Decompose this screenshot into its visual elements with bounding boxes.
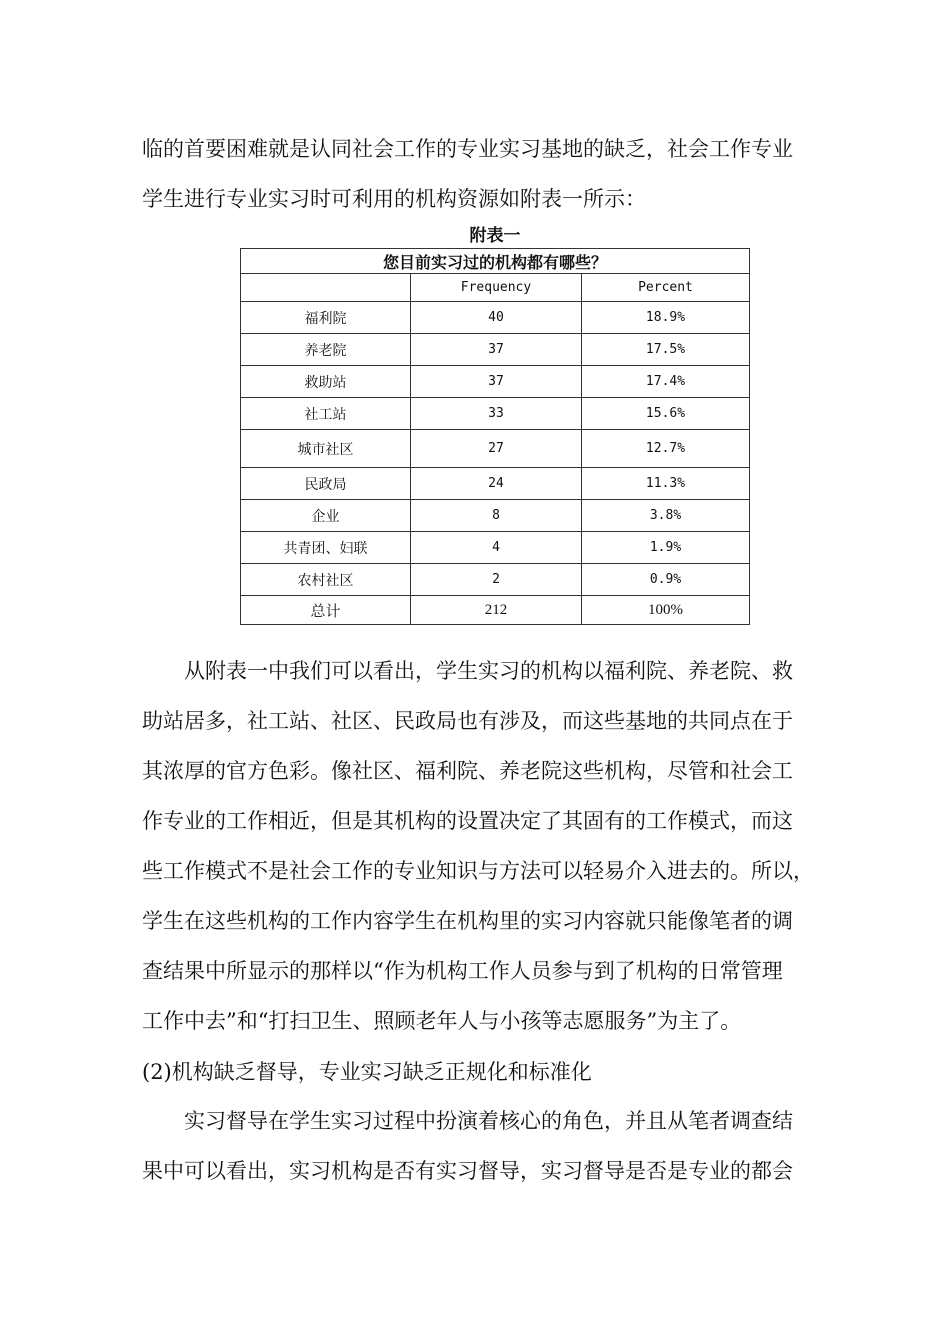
percent-cell: 12.7% [582, 430, 750, 468]
text-line: 实习督导在学生实习过程中扮演着核心的角色，并且从笔者调查结 [184, 1109, 793, 1133]
institution-table [240, 248, 750, 625]
percent-cell: 17.5% [582, 334, 750, 366]
institution-name: 福利院 [241, 302, 411, 334]
column-header-frequency: Frequency [411, 274, 582, 302]
institution-name: 农村社区 [241, 564, 411, 596]
frequency-cell: 40 [411, 302, 582, 334]
table-row [241, 302, 750, 334]
institution-name: 共青团、妇联 [241, 532, 411, 564]
text-line: 些工作模式不是社会工作的专业知识与方法可以轻易介入进去的。所以， [142, 859, 814, 883]
table-header-row [241, 274, 750, 302]
total-percent: 100% [582, 596, 750, 625]
text-line: 从附表一中我们可以看出，学生实习的机构以福利院、养老院、救 [184, 659, 793, 683]
percent-cell: 15.6% [582, 398, 750, 430]
total-frequency: 212 [411, 596, 582, 625]
total-label: 总计 [241, 596, 411, 625]
frequency-cell: 24 [411, 468, 582, 500]
percent-cell: 18.9% [582, 302, 750, 334]
text-line: 助站居多，社工站、社区、民政局也有涉及，而这些基地的共同点在于 [142, 709, 793, 733]
table-total-row [241, 596, 750, 625]
institution-name: 企业 [241, 500, 411, 532]
percent-cell: 11.3% [582, 468, 750, 500]
text-line: 工作中去”和“打扫卫生、照顾老年人与小孩等志愿服务”为主了。 [142, 1009, 742, 1033]
institution-name: 救助站 [241, 366, 411, 398]
table-row [241, 500, 750, 532]
table-row [241, 398, 750, 430]
table-row [241, 334, 750, 366]
text-line: 查结果中所显示的那样以“作为机构工作人员参与到了机构的日常管理 [142, 959, 783, 983]
frequency-cell: 8 [411, 500, 582, 532]
percent-cell: 17.4% [582, 366, 750, 398]
text-line: 学生进行专业实习时可利用的机构资源如附表一所示： [142, 187, 646, 211]
table-row [241, 532, 750, 564]
percent-cell: 1.9% [582, 532, 750, 564]
section-heading [142, 1047, 857, 1097]
table-caption: 附表一 [469, 226, 521, 246]
frequency-cell: 4 [411, 532, 582, 564]
frequency-cell: 2 [411, 564, 582, 596]
table-row [241, 564, 750, 596]
frequency-cell: 33 [411, 398, 582, 430]
institution-name: 养老院 [241, 334, 411, 366]
text-line: 临的首要困难就是认同社会工作的专业实习基地的缺乏，社会工作专业 [142, 137, 793, 161]
text-line: 其浓厚的官方色彩。像社区、福利院、养老院这些机构，尽管和社会工 [142, 759, 793, 783]
institution-name: 城市社区 [241, 430, 411, 468]
table-row [241, 430, 750, 468]
percent-cell: 3.8% [582, 500, 750, 532]
frequency-cell: 27 [411, 430, 582, 468]
table-title-row [241, 249, 750, 274]
intro-paragraph [142, 124, 857, 224]
institution-name: 民政局 [241, 468, 411, 500]
table-row [241, 366, 750, 398]
column-header-percent: Percent [582, 274, 750, 302]
table-row [241, 468, 750, 500]
text-line: 作专业的工作相近，但是其机构的设置决定了其固有的工作模式，而这 [142, 809, 793, 833]
supervision-paragraph [142, 1096, 857, 1196]
frequency-cell: 37 [411, 334, 582, 366]
institution-name: 社工站 [241, 398, 411, 430]
frequency-cell: 37 [411, 366, 582, 398]
column-header-blank [241, 274, 411, 302]
table-title: 您目前实习过的机构都有哪些？ [241, 249, 750, 274]
text-line: 学生在这些机构的工作内容学生在机构里的实习内容就只能像笔者的调 [142, 909, 793, 933]
analysis-paragraph [142, 646, 857, 1046]
heading-text: (2)机构缺乏督导，专业实习缺乏正规化和标准化 [142, 1060, 592, 1084]
text-line: 果中可以看出，实习机构是否有实习督导，实习督导是否是专业的都会 [142, 1159, 793, 1183]
percent-cell: 0.9% [582, 564, 750, 596]
